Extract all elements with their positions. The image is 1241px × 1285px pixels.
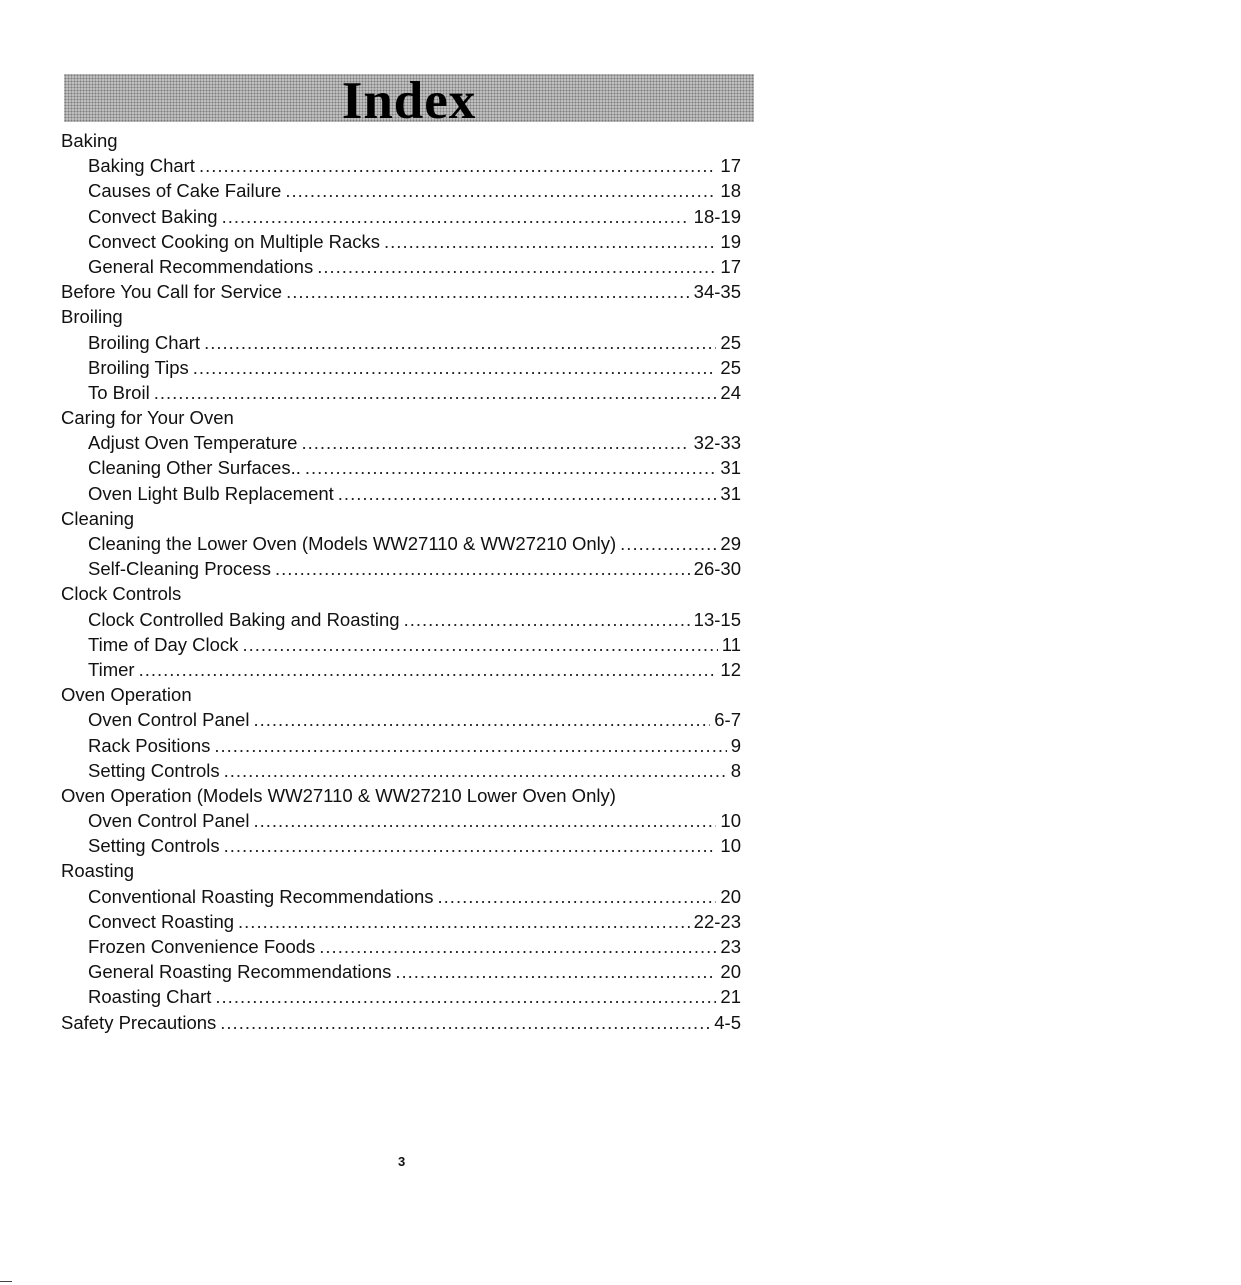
index-entry [61,909,741,934]
index-heading-label: Broiling [61,306,123,328]
index-entry [61,355,741,380]
index-entry-label: Time of Day Clock [88,633,239,655]
dot-leader [224,833,717,858]
index-entry [61,934,741,959]
index-heading [61,304,741,329]
scan-edge-mark [0,1281,12,1282]
index-entry-label: Cleaning Other Surfaces.. [88,457,301,479]
index-entry-label: Oven Light Bulb Replacement [88,482,334,504]
dot-leader [275,556,690,581]
index-entry [61,833,741,858]
index-heading [61,682,741,707]
index-entry-label: Setting Controls [88,759,220,781]
index-entry-label: Oven Control Panel [88,709,250,731]
index-heading [61,279,741,304]
dot-leader [204,330,716,355]
index-heading-label: Baking [61,130,118,151]
index-entry [61,758,741,783]
index-page-ref: 13-15 [693,608,741,630]
index-entry [61,733,741,758]
index-entry [61,632,741,657]
index-page-ref: 17 [720,155,741,177]
index-entry-label: Convect Baking [88,205,218,227]
index-page-ref: 31 [720,457,741,479]
index-page-ref: 22-23 [693,910,741,932]
dot-leader [338,481,717,506]
index-page-ref: 25 [720,356,741,378]
dot-leader [301,430,689,455]
index-title-banner [64,74,754,122]
dot-leader [286,279,690,304]
index-page-ref: 10 [720,810,741,832]
index-list [61,128,741,1035]
index-page-ref: 32-33 [693,432,741,454]
index-entry [61,707,741,732]
index-page-ref: 8 [730,759,741,781]
index-entry-label: To Broil [88,381,150,403]
dot-leader [199,153,716,178]
dot-leader [395,959,716,984]
index-entry [61,204,741,229]
index-page-ref: 34-35 [693,281,741,303]
dot-leader [238,909,690,934]
dot-leader [319,934,716,959]
page-number: 3 [398,1154,406,1169]
dot-leader [214,733,726,758]
index-entry-label: Self-Cleaning Process [88,558,272,580]
index-page-ref: 20 [720,961,741,983]
index-heading [61,783,741,808]
dot-leader [220,1010,710,1035]
dot-leader [154,380,717,405]
index-entry-label: General Recommendations [88,255,314,277]
index-heading-label: Caring for Your Oven [61,407,234,429]
dot-leader [242,632,717,657]
index-page-ref: 31 [720,482,741,504]
index-entry-label: Frozen Convenience Foods [88,936,316,957]
dot-leader [222,204,690,229]
index-page-ref: 12 [720,658,741,680]
index-page-ref: 26-30 [693,558,741,580]
index-entry-label: Clock Controlled Baking and Roasting [88,608,400,630]
index-entry [61,984,741,1009]
dot-leader [224,758,727,783]
index-entry-label: Broiling Tips [88,356,189,378]
dot-leader [620,531,716,556]
index-page-ref: 9 [730,734,741,756]
index-entry-label: Timer [88,658,135,680]
index-heading [61,128,741,153]
index-entry [61,481,741,506]
index-entry [61,607,741,632]
index-entry-label: Roasting Chart [88,986,212,1008]
dot-leader [253,707,710,732]
index-entry [61,330,741,355]
dot-leader [305,455,717,480]
index-page-ref: 29 [720,533,741,554]
index-entry [61,153,741,178]
index-page-ref: 11 [721,633,741,655]
index-entry-label: Convect Cooking on Multiple Racks [88,230,381,252]
index-heading-label: Before You Call for Service [61,281,283,303]
index-entry [61,229,741,254]
index-entry [61,455,741,480]
index-entry [61,808,741,833]
index-page-ref: 4-5 [714,1011,741,1033]
index-heading-label: Safety Precautions [61,1011,217,1033]
dot-leader [253,808,716,833]
index-heading-label: Oven Operation (Models WW27110 & WW27210 Lower Oven Only) [61,784,616,806]
index-entry-label: Cleaning the Lower Oven (Models WW27110 & WW27210 Only) [88,533,617,554]
index-page-ref: 20 [720,885,741,907]
index-page-ref: 21 [720,986,741,1008]
index-heading-label: Roasting [61,860,135,882]
index-entry [61,959,741,984]
index-page-ref: 10 [720,835,741,857]
dot-leader [317,254,716,279]
index-page-ref: 24 [720,381,741,403]
index-entry-label: Adjust Oven Temperature [88,432,298,454]
index-entry [61,657,741,682]
index-page-ref: 25 [720,331,741,353]
index-heading [61,581,741,606]
index-heading [61,858,741,883]
dot-leader [139,657,717,682]
index-page-ref: 18 [720,180,741,202]
index-entry-label: General Roasting Recommendations [88,961,392,983]
page-title: Index [341,74,477,122]
index-entry-label: Conventional Roasting Recommendations [88,885,434,907]
index-entry [61,380,741,405]
index-entry-label: Causes of Cake Failure [88,180,282,202]
index-entry-label: Baking Chart [88,155,195,177]
index-page-ref: 19 [720,230,741,252]
index-heading-label: Cleaning [61,507,135,529]
index-entry-label: Rack Positions [88,734,211,756]
index-entry [61,556,741,581]
index-page-ref: 18-19 [693,205,741,227]
dot-leader [384,229,716,254]
index-heading [61,1010,741,1035]
index-entry [61,430,741,455]
dot-leader [285,178,716,203]
index-entry-label: Convect Roasting [88,910,235,932]
index-entry [61,254,741,279]
dot-leader [193,355,717,380]
index-entry [61,884,741,909]
index-heading-label: Clock Controls [61,583,182,605]
dot-leader [215,984,716,1009]
index-page-ref: 17 [720,255,741,277]
dot-leader [404,607,690,632]
index-entry [61,531,741,556]
index-entry-label: Oven Control Panel [88,810,250,832]
index-page-ref: 6-7 [714,709,741,731]
index-entry-label: Broiling Chart [88,331,201,353]
dot-leader [438,884,717,909]
index-heading-label: Oven Operation [61,684,192,706]
index-entry [61,178,741,203]
index-entry-label: Setting Controls [88,835,220,857]
index-page-ref: 23 [720,936,741,957]
index-heading [61,506,741,531]
index-heading [61,405,741,430]
